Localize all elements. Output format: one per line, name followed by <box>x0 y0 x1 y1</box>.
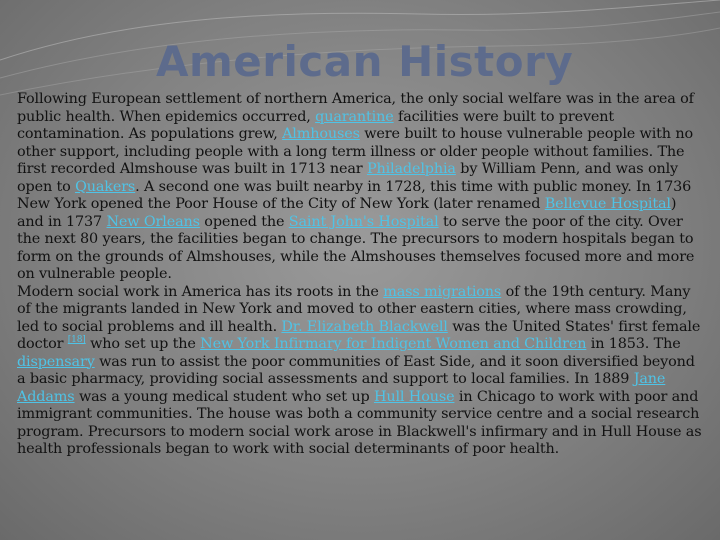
text-run: Modern social work in America has its roots in the <box>17 283 384 300</box>
link-dispensary[interactable]: dispensary <box>17 353 95 370</box>
slide-title: American History <box>156 37 574 86</box>
text-run: to serve the poor of the city. Over the next 80 years, the facilities began to change. The precursors to modern hospitals began to form on the grounds of Almshouses, while the Almshouses themselves focused more and more on vulnerable people. <box>17 213 695 282</box>
link-hull-house[interactable]: Hull House <box>373 388 455 405</box>
text-run: in 1853. The <box>586 336 681 352</box>
text-run: by William Penn, and was only open to <box>17 161 679 195</box>
link-almhouses[interactable]: Almhouses <box>282 126 360 142</box>
text-run: ) and in 1737 <box>17 196 677 230</box>
link-dr-elizabeth-blackwell[interactable]: Dr. Elizabeth Blackwell <box>281 318 448 335</box>
slide-body <box>17 91 707 459</box>
text-run: was run to assist the poor communities of East Side, and it soon diversified beyond a basic pharmacy, providing social assessments and support to local families. In 1889 <box>17 353 695 387</box>
link-quakers[interactable]: Quakers <box>75 178 136 195</box>
text-run: of the 19th century. Many of the migrants landed in New York and moved to other eastern cities, where mass crowding, led to social problems and ill health. <box>17 283 691 335</box>
text-run: were built to house vulnerable people with no other support, including people with a long term illness or older people without families. The first recorded Almshouse was built in 1713 near <box>17 126 693 177</box>
link-philadelphia[interactable]: Philadelphia <box>366 161 456 177</box>
citation-footnote[interactable]: [18] <box>67 335 86 346</box>
link-jane-addams[interactable]: Jane Addams <box>17 371 666 405</box>
link-saint-john-s-hospital[interactable]: Saint John's Hospital <box>288 213 439 230</box>
text-run: was the United States' first female doctor <box>17 318 701 352</box>
link-quarantine[interactable]: quarantine <box>315 108 394 125</box>
link-bellevue-hospital[interactable]: Bellevue Hospital <box>544 196 671 212</box>
text-run: . A second one was built nearby in 1728, this time with public money. In 1736 New York opened the Poor House of the City of New York (later renamed <box>17 178 692 212</box>
text-run: in Chicago to work with poor and immigrant communities. The house was both a community service centre and a social research program. Precursors to modern social work arose in Blackwell's infirmary and in Hull House as health professionals began to work with social determinants of poor health. <box>17 388 702 457</box>
text-run: was a young medical student who set up <box>74 388 374 405</box>
link-new-orleans[interactable]: New Orleans <box>106 213 200 230</box>
link-new-york-infirmary-for-indigent-women-and-children[interactable]: New York Infirmary for Indigent Women and Children <box>200 336 587 352</box>
text-run: facilities were built to prevent contamination. As populations grew, <box>17 108 615 142</box>
paragraph-modern-social-work <box>17 284 707 459</box>
paragraph-almshouses <box>17 91 707 284</box>
link-mass-migrations[interactable]: mass migrations <box>383 283 502 300</box>
text-run: opened the <box>199 213 289 230</box>
text-run: Following European settlement of northern America, the only social welfare was in the area of public health. When epidemics occurred, <box>17 91 694 125</box>
text-run: who set up the <box>85 336 201 352</box>
